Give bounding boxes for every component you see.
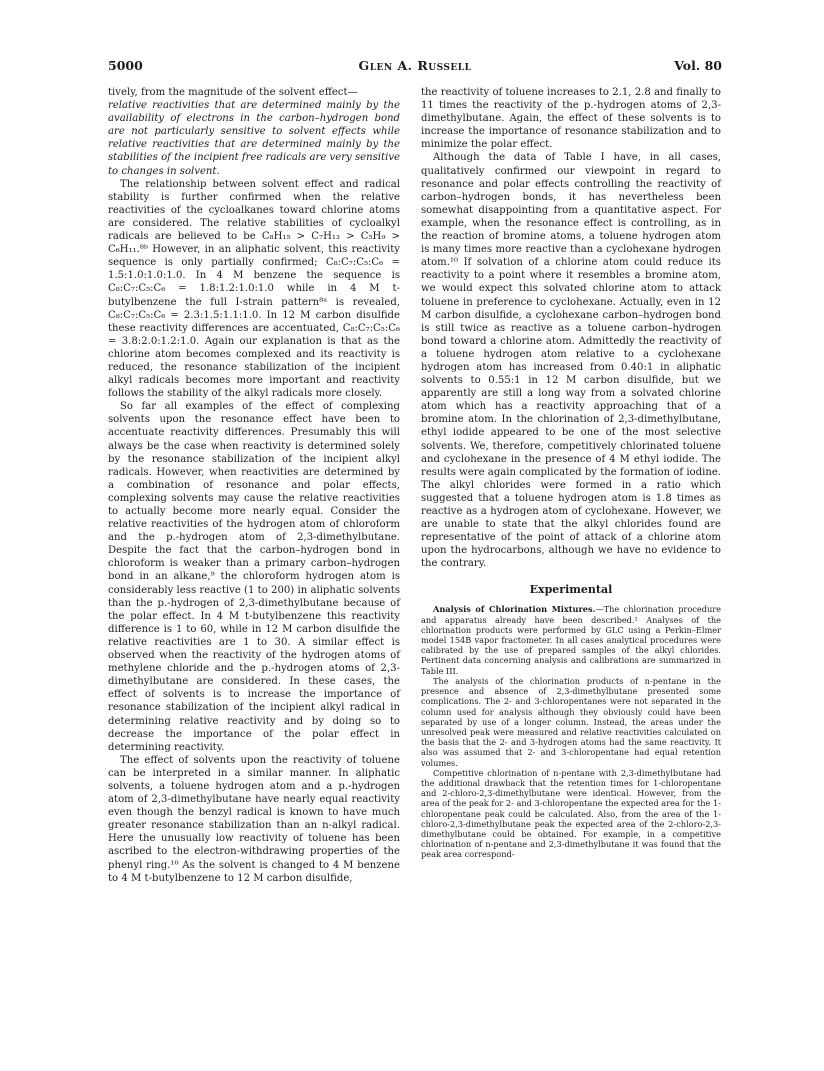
paragraph: The analysis of the chlorination products of n-pentane in the presence and absence of 2,3-dimethylbutane presented some complications. The 2- and 3-chloropentanes were not separated in the column used for analysis although they obviously could have been separated by use of a longer column. Instead, the areas under the unresolved peak were measured and relative reactivities calculated on the basis that the 2- and 3-hydrogen atoms had the same reactivity. It also was assumed that 2- and 3-chloropentane had equal retention volumes. (421, 675, 721, 768)
volume-number: Vol. 80 (674, 58, 722, 73)
paragraph (421, 604, 721, 675)
runin-heading: Analysis of Chlorination Mixtures. (433, 604, 596, 615)
section-heading: Experimental (529, 583, 613, 597)
left-column (108, 86, 400, 885)
page-number: 5000 (108, 58, 143, 73)
experimental-section (421, 604, 721, 859)
paragraph: Although the data of Table I have, in all cases, qualitatively confirmed our viewpoint in regard to resonance and polar effects controlling the reactivity of carbon–hydrogen bonds, it has nevertheless been somewhat disappointing from a quantitative aspect. For example, when the resonance effect is controlling, as in the reaction of bromine atoms, a toluene hydrogen atom is many times more reactive than a cyclohexane hydrogen atom.¹⁰ If solvation of a chlorine atom could reduce its reactivity to a point where it resembles a bromine atom, we would expect this solvated chlorine atom to attack toluene in preference to cyclohexane. Actually, even in 12 M carbon disulfide, a cyclohexane carbon–hydrogen bond is still twice as reactive as a toluene carbon–hydrogen bond toward a chlorine atom. Admittedly the reactivity of a toluene hydrogen atom relative to a cyclohexane hydrogen atom has increased from 0.40:1 in aliphatic solvents to 0.55:1 in 12 M carbon disulfide, but we apparently are still a long way from a solvated chlorine atom which has a reactivity approaching that of a bromine atom. In the chlorination of 2,3-dimethylbutane, ethyl iodide appeared to be one of the most selective solvents. We, therefore, competitively chlorinated toluene and cyclohexane in the presence of 4 M ethyl iodide. The results were again complicated by the formation of iodine. The alkyl chlorides were formed in a ratio which suggested that a toluene hydrogen atom is 1.8 times as reactive as a hydrogen atom of cyclohexane. However, we are unable to state that the alkyl chlorides found are representative of the point of attack of a chlorine atom upon the hydrocarbons, although we have no evidence to the contrary. (421, 152, 721, 570)
right-column (421, 86, 721, 860)
running-header (108, 58, 722, 74)
paragraph: the reactivity of toluene increases to 2.1, 2.8 and finally to 11 times the reactivity of the p.-hydrogen atoms of 2,3-dimethylbutane. Again, the effect of these solvents is to increase the importance of resonance stabilization and to minimize the polar effect. (421, 87, 721, 151)
paragraph: tively, from the magnitude of the solvent effect— (108, 87, 358, 98)
paragraph: So far all examples of the effect of complexing solvents upon the resonance effect have been to accentuate reactivity differences. Presumably this will always be the case when reactivity is determined solely by the resonance stabilization of the incipient alkyl radicals. However, when reactivities are determined by a combination of resonance and polar effects, complexing solvents may cause the relative reactivities to actually become more nearly equal. Consider the relative reactivities of the hydrogen atom of chloroform and the p.-hydrogen atom of 2,3-dimethylbutane. Despite the fact that the carbon–hydrogen bond in chloroform is weaker than a primary carbon–hydrogen bond in an alkane,⁹ the chloroform hydrogen atom is considerably less reactive (1 to 200) in aliphatic solvents than the p.-hydrogen of 2,3-dimethylbutane because of the polar effect. In 4 M t-butylbenzene this reactivity difference is 1 to 60, while in 12 M carbon disulfide the relative reactivities are 1 to 30. A similar effect is observed when the reactivity of the hydrogen atoms of methylene chloride and the p.-hydrogen atoms of 2,3-dimethylbutane are considered. In these cases, the effect of solvents is to increase the importance of resonance stabilization of the incipient alkyl radical in determining relative reactivity and by doing so to decrease the importance of the polar effect in determining reactivity. (108, 401, 400, 753)
paragraph: The effect of solvents upon the reactivity of toluene can be interpreted in a similar manner. In aliphatic solvents, a toluene hydrogen atom and a p.-hydrogen atom of 2,3-dimethylbutane have nearly equal reactivity even though the benzyl radical is known to have much greater resonance stabilization than an n-alkyl radical. Here the unusually low reactivity of toluene has been ascribed to the electron-withdrawing properties of the phenyl ring.¹⁰ As the solvent is changed to 4 M benzene to 4 M t-butylbenzene to 12 M carbon disulfide, (108, 754, 400, 884)
paragraph: The relationship between solvent effect and radical stability is further confirmed when the relative reactivities of the cycloalkanes toward chlorine atoms are considered. The relative stabilities of cycloalkyl radicals are believed to be C₈H₁₅ > C₇H₁₃ > C₅H₉ > C₆H₁₁.⁸ᵇ However, in an aliphatic solvent, this reactivity sequence is only partially confirmed; C₈:C₇:C₅:C₆ = 1.5:1.0:1.0:1.0. In 4 M benzene the sequence is C₈:C₇:C₅:C₆ = 1.8:1.2:1.0:1.0 while in 4 M t-butylbenzene the full I-strain pattern⁸ᵃ is revealed, C₈:C₇:C₅:C₆ = 2.3:1.5:1.1:1.0. In 12 M carbon disulfide these reactivity differences are accentuated, C₈:C₇:C₅:C₆ = 3.8:2.0:1.2:1.0. Again our explanation is that as the chlorine atom becomes complexed and its reactivity is reduced, the resonance stabilization of the incipient alkyl radicals becomes more important and reactivity follows the stability of the alkyl radicals more closely. (108, 178, 400, 400)
paragraph-text: —The chlorination procedure and apparatus already have been described.² Analyses of the chlorination products were performed by GLC using a Perkin–Elmer model 154B vapor fractometer. In all cases analytical procedures were calibrated by the use of prepared samples of the alkyl chlorides. Pertinent data concerning analysis and calibrations are summarized in Table III. (421, 604, 721, 676)
italic-paragraph: relative reactivities that are determined mainly by the availability of electrons in the carbon–hydrogen bond are not particularly sensitive to solvent effects while relative reactivities that are determined mainly by the stabilities of the incipient free radicals are very sensitive to changes in solvent. (108, 100, 400, 177)
author-name: Glen A. Russell (358, 58, 472, 73)
paragraph: Competitive chlorination of n-pentane with 2,3-dimethylbutane had the additional drawback that the retention times for 1-chloropentane and 2-chloro-2,3-dimethylbutane were identical. However, from the area of the peak for 2- and 3-chloropentane the expected area for the 1-chloropentane peak could be calculated. Also, from the area of the 1-chloro-2,3-dimethylbutane peak the expected area of the 2-chloro-2,3-dimethylbutane could be obtained. For example, in a competitive chlorination of n-pentane and 2,3-dimethylbutane it was found that the peak area correspond- (421, 767, 721, 860)
